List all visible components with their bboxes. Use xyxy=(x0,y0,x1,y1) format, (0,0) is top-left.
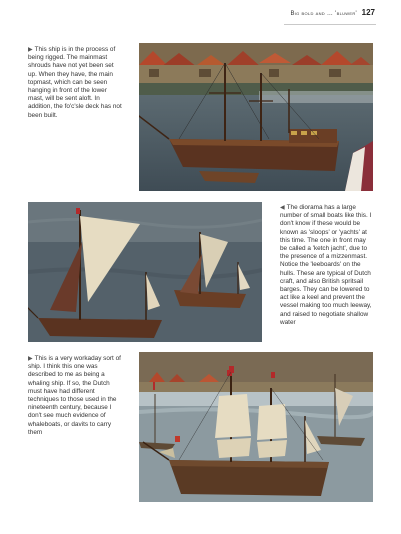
caption-rigging-ship xyxy=(28,46,124,120)
caption-text: The diorama has a large number of small boats like this. I don't know if these would be known as 'sloops' or 'yachts' at this time. The one in front may be called a 'ketch jacht', due to the presence of a mizzenmast. Notice the 'leeboards' on the hulls. These are typical of Dutch craft, and also British spritsail barges. They can be lowered to act like a keel and prevent the vessel making too much leeway, and raised to negotiate shallow water xyxy=(280,204,372,326)
caption-whaling-ship xyxy=(28,355,124,437)
running-header xyxy=(0,0,401,30)
page-number: 127 xyxy=(361,8,375,17)
running-title: Big bold and … 'bluwer' xyxy=(290,11,357,17)
caption-arrow-icon: ▶ xyxy=(28,356,33,362)
header-rule xyxy=(284,24,376,25)
caption-text: This ship is in the process of being rigged. The mainmast shrouds have not yet been set up. When they have, the main topmast, which can be seen hanging in front of the lower mast, will be sent aloft. In addition, the fo'c'sle deck has not been built. xyxy=(28,46,122,119)
photo-small-boats xyxy=(28,202,262,342)
caption-small-boats xyxy=(280,204,374,327)
caption-arrow-icon: ◀ xyxy=(280,205,285,211)
photo-ship-rigging xyxy=(139,43,373,191)
caption-text: This is a very workaday sort of ship. I think this one was described to me as being a whaling ship. If so, the Dutch must have had different techniques to those used in the nineteenth century, because I don't see much evidence of whaleboats, or davits to carry them xyxy=(28,355,121,436)
caption-arrow-icon: ▶ xyxy=(28,47,33,53)
photo-whaling-ship xyxy=(139,352,373,502)
